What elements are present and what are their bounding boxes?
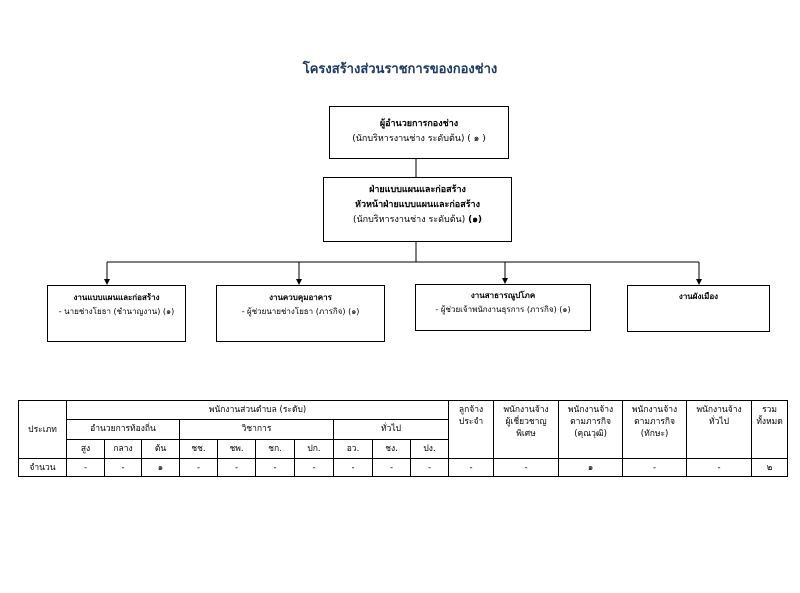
table-cell: - — [494, 459, 559, 477]
unit-box-design — [47, 285, 186, 342]
table-cell: - — [295, 459, 334, 477]
unit-staff: - ผู้ช่วยนายช่างโยธา (ภารกิจ) (๑) — [241, 307, 360, 316]
row-label: จำนวน — [19, 459, 67, 477]
director-name: ผู้อำนวยการกองช่าง — [379, 119, 459, 129]
level-header: อว. — [334, 439, 373, 459]
unit-box-building-control — [216, 285, 385, 342]
table-cell: - — [687, 459, 752, 477]
unit-name: งานแบบแผนและก่อสร้าง — [73, 293, 160, 302]
table-row — [19, 459, 788, 477]
table-cell: - — [373, 459, 411, 477]
unit-staff: - นายช่างโยธา (ชำนาญงาน) (๑) — [58, 307, 175, 316]
unit-name: งานควบคุมอาคาร — [269, 293, 332, 302]
level-header: ชพ. — [218, 439, 256, 459]
table-cell: - — [67, 459, 105, 477]
design-head-line1: ฝ่ายแบบแผนและก่อสร้าง — [369, 185, 466, 195]
academic-group-header: วิชาการ — [180, 419, 334, 439]
table-cell: - — [449, 459, 494, 477]
mission-qual-header: พนักงานจ้าง ตามภารกิจ (คุณวุฒิ) — [559, 401, 623, 459]
table-cell: ๑ — [559, 459, 623, 477]
level-header: สูง — [67, 439, 105, 459]
level-header: ปก. — [295, 439, 334, 459]
table-cell: - — [105, 459, 142, 477]
unit-name: งานสาธารณูปโภค — [470, 291, 536, 300]
director-group-header: อำนวยการท้องถิ่น — [67, 419, 180, 439]
level-header: ชก. — [256, 439, 295, 459]
level-header: กลาง — [105, 439, 142, 459]
expert-employee-header: พนักงานจ้าง ผู้เชี่ยวชาญ พิเศษ — [494, 401, 559, 459]
design-head-detail: (นักบริหารงานช่าง ระดับต้น) — [352, 215, 466, 225]
design-head-box — [323, 177, 512, 242]
perm-employee-header: ลูกจ้าง ประจำ — [449, 401, 494, 459]
table-cell: - — [411, 459, 449, 477]
table-cell: ๒ — [752, 459, 788, 477]
table-cell: - — [334, 459, 373, 477]
local-staff-header: พนักงานส่วนตำบล (ระดับ) — [67, 401, 449, 420]
table-cell: - — [623, 459, 687, 477]
unit-box-city-planning — [627, 285, 770, 332]
type-header: ประเภท — [19, 401, 67, 459]
level-header: ชช. — [180, 439, 218, 459]
director-box — [329, 106, 509, 159]
general-group-header: ทั่วไป — [334, 419, 449, 439]
design-head-line2: หัวหน้าฝ่ายแบบแผนและก่อสร้าง — [355, 200, 480, 210]
staffing-table — [18, 400, 788, 477]
design-head-count: (๑) — [468, 215, 483, 225]
table-cell: - — [218, 459, 256, 477]
unit-staff: - ผู้ช่วยเจ้าพนักงานธุรการ (ภารกิจ) (๑) — [435, 305, 571, 314]
total-header: รวม ทั้งหมด — [752, 401, 788, 459]
table-cell: - — [180, 459, 218, 477]
unit-box-utilities — [415, 284, 591, 331]
general-employee-header: พนักงานจ้าง ทั่วไป — [687, 401, 752, 459]
level-header: ปง. — [411, 439, 449, 459]
director-detail: (นักบริหารงานช่าง ระดับต้น) ( ๑ ) — [352, 134, 486, 144]
page-title: โครงสร้างส่วนราชการของกองช่าง — [302, 62, 498, 77]
level-header: ชง. — [373, 439, 411, 459]
design-head-detail-row — [324, 213, 511, 228]
table-cell: - — [256, 459, 295, 477]
unit-name: งานผังเมือง — [678, 292, 719, 301]
level-header: ต้น — [142, 439, 180, 459]
mission-skill-header: พนักงานจ้าง ตามภารกิจ (ทักษะ) — [623, 401, 687, 459]
table-cell: ๑ — [142, 459, 180, 477]
